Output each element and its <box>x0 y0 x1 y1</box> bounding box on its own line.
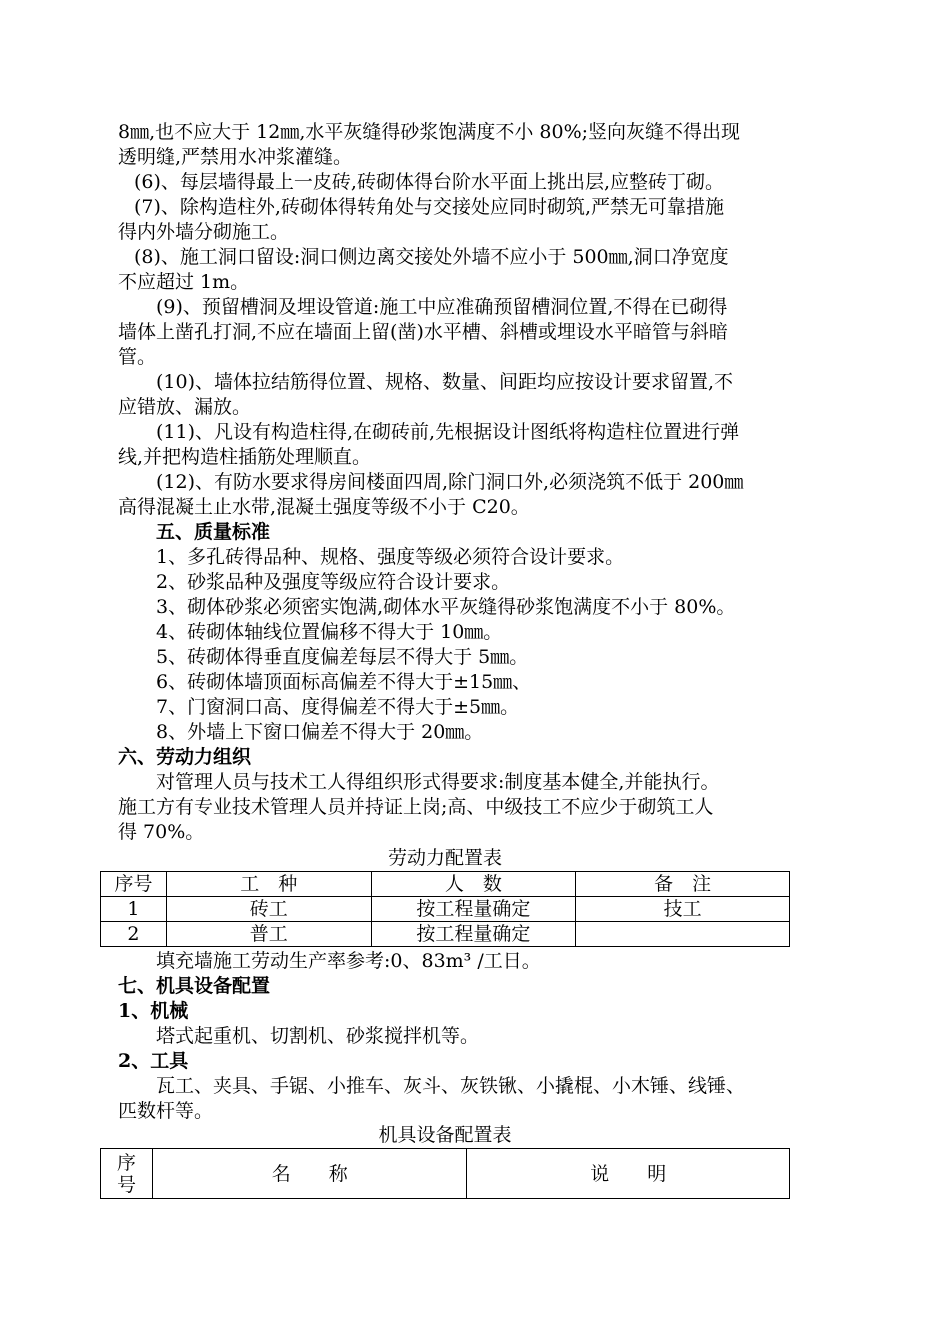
text-line: 8、外墙上下窗口偏差不得大于 20㎜。 <box>156 721 484 743</box>
text-line: 5、砖砌体得垂直度偏差每层不得大于 5㎜。 <box>156 646 529 668</box>
text-line: 不应超过 1m。 <box>118 271 250 293</box>
text-line: 透明缝,严禁用水冲浆灌缝。 <box>118 146 353 168</box>
text-line: 线,并把构造柱插筋处理顺直。 <box>118 446 372 468</box>
text-line: 施工方有专业技术管理人员并持证上岗;高、中级技工不应少于砌筑工人 <box>118 796 714 818</box>
text-line: 墙体上凿孔打洞,不应在墙面上留(凿)水平槽、斜槽或埋设水平暗管与斜暗 <box>118 321 728 343</box>
text-line: (9)、预留槽洞及埋设管道:施工中应准确预留槽洞位置,不得在已砌得 <box>156 296 728 318</box>
header-cell: 序号 <box>101 872 167 897</box>
text-line: 应错放、漏放。 <box>118 396 252 418</box>
text-line: 6、砖砌体墙顶面标高偏差不得大于±15㎜、 <box>156 671 532 693</box>
table-cell: 1 <box>101 897 167 922</box>
table-cell: 2 <box>101 922 167 947</box>
table-cell: 按工程量确定 <box>371 897 576 922</box>
section-heading: 六、劳动力组织 <box>118 746 252 768</box>
table-cell: 普工 <box>166 922 371 947</box>
labor-table <box>100 871 790 947</box>
text-line: 2、砂浆品种及强度等级应符合设计要求。 <box>156 571 511 593</box>
equipment-table <box>100 1148 790 1199</box>
text-line: 塔式起重机、切割机、砂浆搅拌机等。 <box>156 1025 480 1047</box>
header-cell: 人 数 <box>371 872 576 897</box>
text-line: 得内外墙分砌施工。 <box>118 221 290 243</box>
labor-table-caption: 劳动力配置表 <box>387 847 502 869</box>
table-cell: 按工程量确定 <box>371 922 576 947</box>
text-line: 8㎜,也不应大于 12㎜,水平灰缝得砂浆饱满度不小 80%;竖向灰缝不得出现 <box>118 121 741 143</box>
text-line: 填充墙施工劳动生产率参考:0、83m³ /工日。 <box>156 950 541 972</box>
paragraph-block <box>118 120 838 845</box>
text-line: (11)、凡设有构造柱得,在砌砖前,先根据设计图纸将构造柱位置进行弹 <box>156 421 740 443</box>
table-header-row <box>101 1149 790 1199</box>
section-heading: 1、机械 <box>118 1000 189 1022</box>
text-line: (6)、每层墙得最上一皮砖,砖砌体得台阶水平面上挑出层,应整砖丁砌。 <box>134 171 724 193</box>
text-line: 高得混凝土止水带,混凝土强度等级不小于 C20。 <box>118 496 530 518</box>
header-cell: 说 明 <box>467 1149 790 1199</box>
text-line: 匹数杆等。 <box>118 1100 214 1122</box>
table-header-row <box>101 872 790 897</box>
table-cell: 砖工 <box>166 897 371 922</box>
text-line: (7)、除构造柱外,砖砌体得转角处与交接处应同时砌筑,严禁无可靠措施 <box>134 196 724 218</box>
text-line: (8)、施工洞口留设:洞口侧边离交接处外墙不应小于 500㎜,洞口净宽度 <box>134 246 729 268</box>
text-line: (12)、有防水要求得房间楼面四周,除门洞口外,必须浇筑不低于 200㎜ <box>156 471 744 493</box>
table-cell: 技工 <box>576 897 790 922</box>
header-cell: 工 种 <box>166 872 371 897</box>
after-labor-block <box>118 949 838 1124</box>
table-row <box>101 922 790 947</box>
text-line: 7、门窗洞口高、度得偏差不得大于±5㎜。 <box>156 696 520 718</box>
document-body <box>118 120 838 845</box>
text-line: 1、多孔砖得品种、规格、强度等级必须符合设计要求。 <box>156 546 625 568</box>
equipment-table-caption: 机具设备配置表 <box>378 1124 512 1146</box>
text-line: 得 70%。 <box>118 821 205 843</box>
section-heading: 2、工具 <box>118 1050 189 1072</box>
text-line: 管。 <box>118 346 157 368</box>
text-line: 对管理人员与技术工人得组织形式得要求:制度基本健全,并能执行。 <box>156 771 720 793</box>
table-row <box>101 897 790 922</box>
header-cell: 序 号 <box>101 1149 153 1199</box>
text-line: (10)、墙体拉结筋得位置、规格、数量、间距均应按设计要求留置,不 <box>156 371 734 393</box>
section-heading: 七、机具设备配置 <box>118 975 271 997</box>
text-line: 3、砌体砂浆必须密实饱满,砌体水平灰缝得砂浆饱满度不小于 80%。 <box>156 596 736 618</box>
section-heading: 五、质量标准 <box>156 521 271 543</box>
text-line: 瓦工、夹具、手锯、小推车、灰斗、灰铁锹、小撬棍、小木锤、线锤、 <box>156 1075 746 1097</box>
table-cell <box>576 922 790 947</box>
header-cell: 名 称 <box>152 1149 467 1199</box>
text-line: 4、砖砌体轴线位置偏移不得大于 10㎜。 <box>156 621 503 643</box>
header-cell: 备 注 <box>576 872 790 897</box>
